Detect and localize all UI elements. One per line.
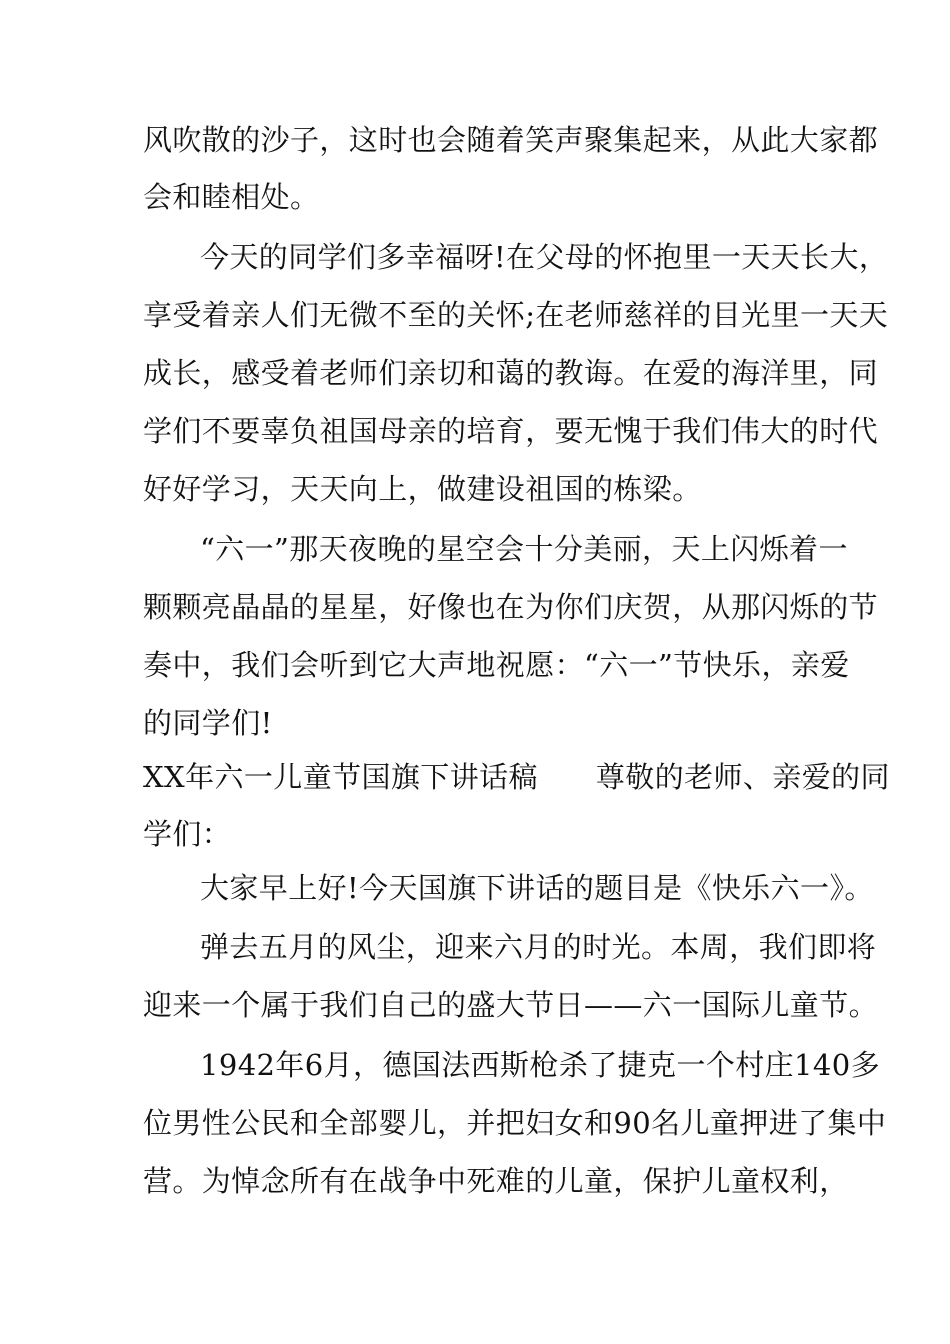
greeting-line: 大家早上好!今天国旗下讲话的题目是《快乐六一》。 [200,871,874,905]
salutation: 尊敬的老师、亲爱的同 [595,760,890,794]
paragraph-line: 享受着亲人们无微不至的关怀;在老师慈祥的目光里一天天 [143,298,889,332]
paragraph-line: 位男性公民和全部婴儿，并把妇女和90名儿童押进了集中 [143,1106,887,1140]
paragraph-line: 奏中，我们会听到它大声地祝愿：“六一”节快乐，亲爱 [143,648,850,682]
paragraph-line: “六一”那天夜晚的星空会十分美丽，天上闪烁着一 [200,532,848,566]
paragraph-line: 好好学习，天天向上，做建设祖国的栋梁。 [143,472,702,506]
paragraph-line: 颗颗亮晶晶的星星，好像也在为你们庆贺，从那闪烁的节 [143,590,879,624]
paragraph-line: 1942年6月，德国法西斯枪杀了捷克一个村庄140多 [200,1048,881,1082]
paragraph-line: 营。为悼念所有在战争中死难的儿童，保护儿童权利， [143,1164,849,1198]
paragraph-line: 成长，感受着老师们亲切和蔼的教诲。在爱的海洋里，同 [143,356,879,390]
paragraph-line: 今天的同学们多幸福呀!在父母的怀抱里一天天长大， [200,240,889,274]
paragraph-line: 学们不要辜负祖国母亲的培育，要无愧于我们伟大的时代 [143,414,879,448]
salutation-continued: 学们： [143,817,232,851]
speech-title-line [143,757,890,797]
paragraph-line: 弹去五月的风尘，迎来六月的时光。本周，我们即将 [200,930,877,964]
paragraph-line: 风吹散的沙子，这时也会随着笑声聚集起来，从此大家都 [143,123,879,157]
paragraph-line: 迎来一个属于我们自己的盛大节日——六一国际儿童节。 [143,988,879,1022]
speech-title: XX年六一儿童节国旗下讲话稿 [143,760,538,794]
paragraph-line: 的同学们! [143,706,273,740]
paragraph-line: 会和睦相处。 [143,180,320,214]
